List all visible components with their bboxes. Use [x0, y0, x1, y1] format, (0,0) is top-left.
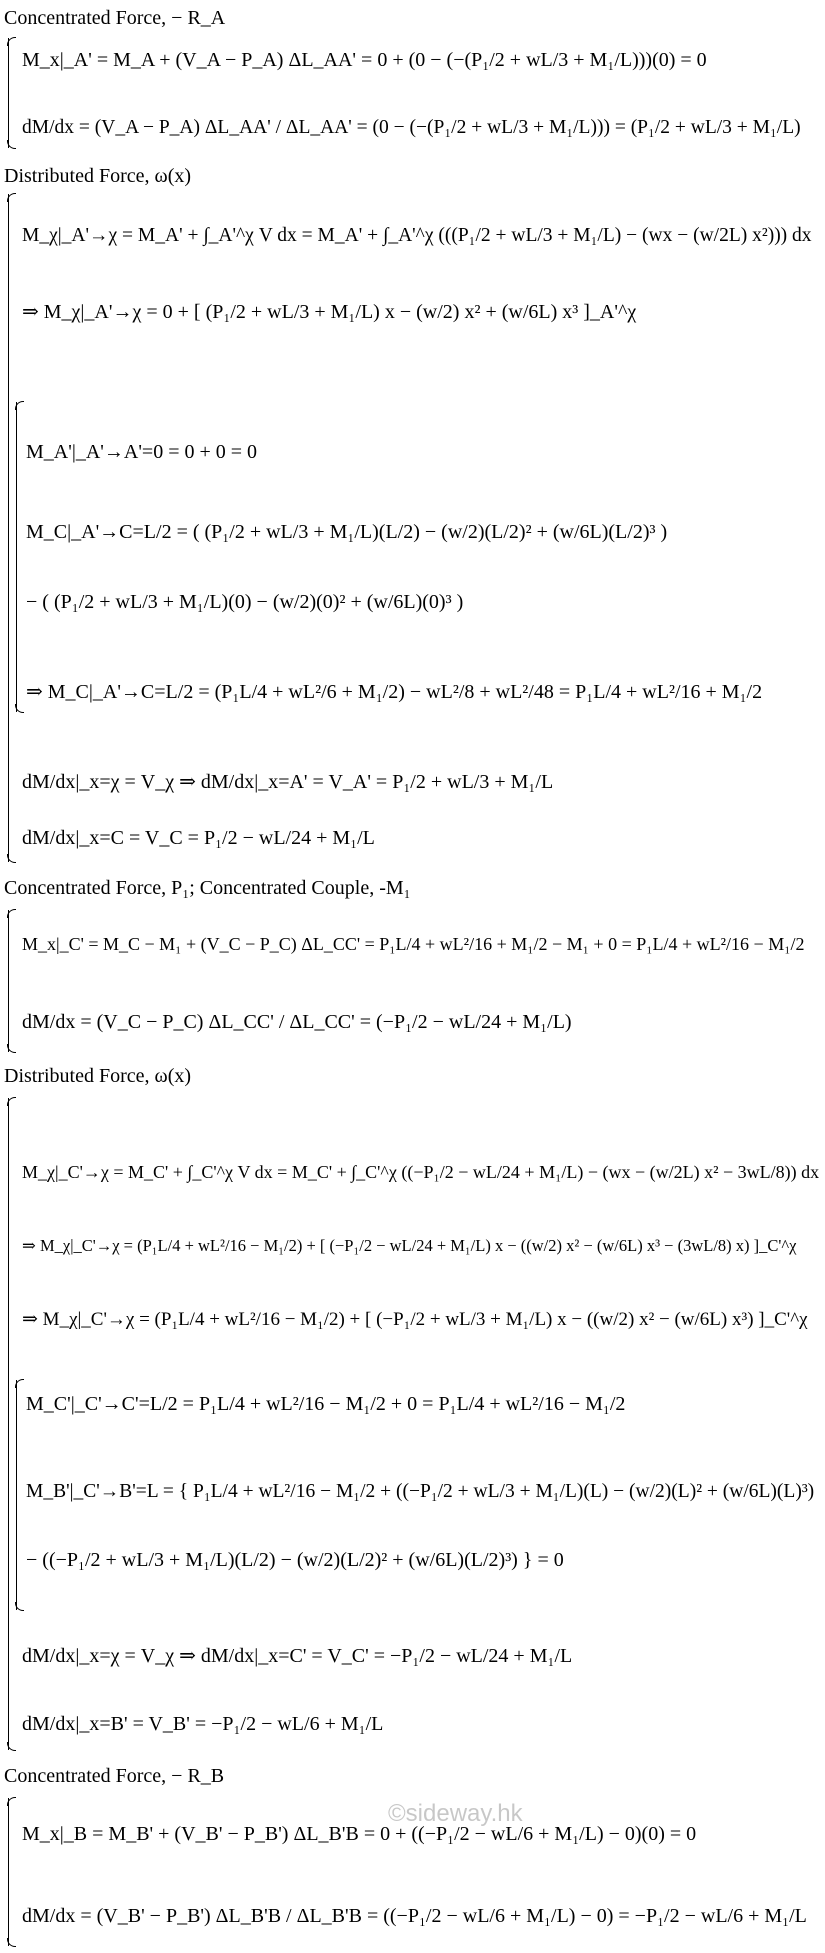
equation-line-2-2: ⇒ M_χ|_A'→χ = 0 + [ (P₁/2 + wL/3 + M₁/L) x − (w/2) x² + (w/6L) x³ ]_A'^χ: [22, 301, 637, 323]
equation-line-5-1: M_x|_B = M_B' + (V_B' − P_B') ΔL_B'B = 0 + ((−P₁/2 − wL/6 + M₁/L) − 0)(0) = 0: [22, 1823, 697, 1845]
section-heading-5: Concentrated Force, − R_B: [4, 1765, 225, 1787]
brace-1: [8, 38, 17, 148]
equation-line-4-1: M_χ|_C'→χ = M_C' + ∫_C'^χ V dx = M_C' + ∫_C'^χ ((−P₁/2 − wL/24 + M₁/L) − (wx − (w/2L) x² − 3wL/8)) dx: [22, 1162, 820, 1182]
equation-line-2-4: M_C|_A'→C=L/2 = ( (P₁/2 + wL/3 + M₁/L)(L/2) − (w/2)(L/2)² + (w/6L)(L/2)³ ): [26, 521, 668, 543]
watermark: ©sideway.hk: [388, 1800, 523, 1827]
equation-line-4-8: dM/dx|_x=B' = V_B' = −P₁/2 − wL/6 + M₁/L: [22, 1713, 384, 1735]
section-heading-4: Distributed Force, ω(x): [4, 1065, 192, 1087]
brace-5: [8, 1798, 17, 1946]
brace-4-inner: [16, 1380, 25, 1610]
equation-line-4-2: ⇒ M_χ|_C'→χ = (P₁L/4 + wL²/16 − M₁/2) + [ (−P₁/2 − wL/24 + M₁/L) x − ((w/2) x² − (w/6L) x³ − (3wL/8) x) ]_C'^χ: [22, 1236, 797, 1255]
equation-line-2-1: M_χ|_A'→χ = M_A' + ∫_A'^χ V dx = M_A' + ∫_A'^χ (((P₁/2 + wL/3 + M₁/L) − (wx − (w/2L) x²))) dx: [22, 225, 812, 246]
equation-line-1-1: M_x|_A' = M_A + (V_A − P_A) ΔL_AA' = 0 + (0 − (−(P₁/2 + wL/3 + M₁/L)))(0) = 0: [22, 49, 707, 71]
equation-line-4-4: M_C'|_C'→C'=L/2 = P₁L/4 + wL²/16 − M₁/2 + 0 = P₁L/4 + wL²/16 − M₁/2: [26, 1393, 626, 1415]
equation-line-5-2: dM/dx = (V_B' − P_B') ΔL_B'B / ΔL_B'B = ((−P₁/2 − wL/6 + M₁/L) − 0) = −P₁/2 − wL/6 + M₁/L: [22, 1905, 807, 1927]
equation-line-2-8: dM/dx|_x=C = V_C = P₁/2 − wL/24 + M₁/L: [22, 827, 375, 849]
equation-line-4-6: − ((−P₁/2 + wL/3 + M₁/L)(L/2) − (w/2)(L/2)² + (w/6L)(L/2)³) } = 0: [26, 1549, 564, 1571]
equation-line-4-7: dM/dx|_x=χ = V_χ ⇒ dM/dx|_x=C' = V_C' = −P₁/2 − wL/24 + M₁/L: [22, 1645, 573, 1667]
section-heading-1: Concentrated Force, − R_A: [4, 7, 226, 29]
equation-line-3-1: M_x|_C' = M_C − M₁ + (V_C − P_C) ΔL_CC' = P₁L/4 + wL²/16 + M₁/2 − M₁ + 0 = P₁L/4 + wL²/16 − M₁/2: [22, 934, 805, 954]
equation-line-2-5: − ( (P₁/2 + wL/3 + M₁/L)(0) − (w/2)(0)² + (w/6L)(0)³ ): [26, 591, 464, 613]
equation-line-2-7: dM/dx|_x=χ = V_χ ⇒ dM/dx|_x=A' = V_A' = P₁/2 + wL/3 + M₁/L: [22, 771, 554, 793]
equation-line-2-6: ⇒ M_C|_A'→C=L/2 = (P₁L/4 + wL²/6 + M₁/2) − wL²/8 + wL²/48 = P₁L/4 + wL²/16 + M₁/2: [26, 681, 763, 703]
equation-line-4-3: ⇒ M_χ|_C'→χ = (P₁L/4 + wL²/16 − M₁/2) + [ (−P₁/2 + wL/3 + M₁/L) x − ((w/2) x² − (w/6L) x³) ]_C'^χ: [22, 1309, 808, 1330]
equation-line-2-3: M_A'|_A'→A'=0 = 0 + 0 = 0: [26, 441, 258, 463]
brace-2-inner: [16, 402, 25, 712]
equation-line-3-2: dM/dx = (V_C − P_C) ΔL_CC' / ΔL_CC' = (−P₁/2 − wL/24 + M₁/L): [22, 1011, 572, 1033]
equation-line-4-5: M_B'|_C'→B'=L = { P₁L/4 + wL²/16 − M₁/2 + ((−P₁/2 + wL/3 + M₁/L)(L) − (w/2)(L)² + (w/6L)(L)³): [26, 1481, 815, 1502]
equation-line-1-2: dM/dx = (V_A − P_A) ΔL_AA' / ΔL_AA' = (0 − (−(P₁/2 + wL/3 + M₁/L))) = (P₁/2 + wL/3 + M₁/L): [22, 117, 801, 138]
section-heading-3: Concentrated Force, P₁; Concentrated Couple, -M₁: [4, 877, 411, 899]
brace-3: [8, 910, 17, 1052]
section-heading-2: Distributed Force, ω(x): [4, 165, 192, 187]
